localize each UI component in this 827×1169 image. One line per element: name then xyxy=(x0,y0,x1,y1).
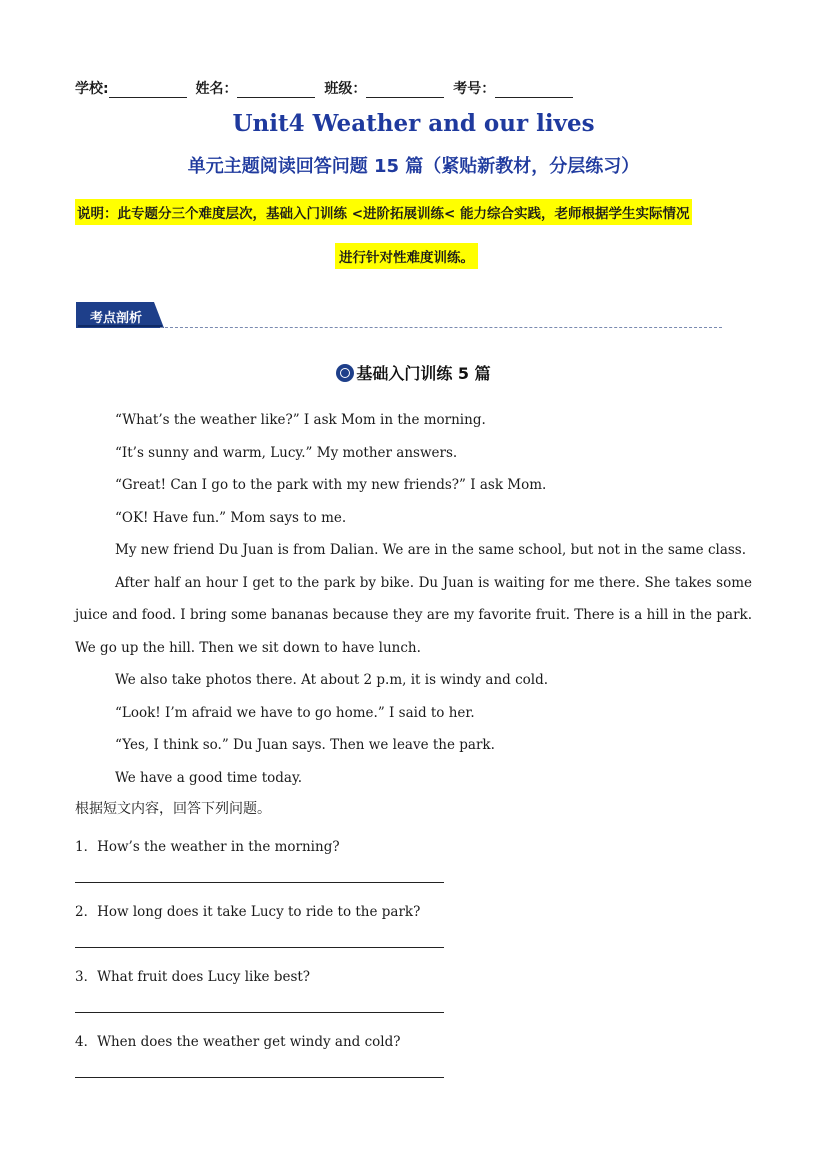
page-title: Unit4 Weather and our lives xyxy=(232,110,595,137)
answer-line-3[interactable] xyxy=(75,1012,444,1013)
name-label: 姓名： xyxy=(195,81,238,97)
section-heading xyxy=(0,361,827,384)
circle-badge-icon xyxy=(336,364,354,382)
question-1: 1．How’s the weather in the morning? xyxy=(75,839,340,855)
instruction-text: 根据短文内容，回答下列问题。 xyxy=(75,801,271,817)
class-blank[interactable] xyxy=(366,83,444,98)
reading-passage xyxy=(75,404,752,794)
passage-paragraph: We also take photos there. At about 2 p.m, it is windy and cold. xyxy=(115,672,549,688)
name-blank[interactable] xyxy=(237,83,315,98)
section-tab xyxy=(76,302,164,328)
passage-paragraph: My new friend Du Juan is from Dalian. We are in the same school, but not in the same class. xyxy=(115,542,747,558)
exam-no-blank[interactable] xyxy=(495,83,573,98)
passage-paragraph: “OK! Have fun.” Mom says to me. xyxy=(115,509,347,526)
page-subtitle: 单元主题阅读回答问题 15 篇（紧贴新教材，分层练习） xyxy=(187,156,640,177)
answer-line-4[interactable] xyxy=(75,1077,444,1078)
school-label: 学校: xyxy=(75,81,109,97)
class-label: 班级： xyxy=(324,81,367,97)
question-4: 4．When does the weather get windy and cold? xyxy=(75,1034,401,1050)
school-blank[interactable] xyxy=(109,83,187,98)
passage-paragraph: “Yes, I think so.” Du Juan says. Then we leave the park. xyxy=(115,737,495,753)
section-heading-text: 基础入门训练 5 篇 xyxy=(356,364,491,383)
note-line-1: 说明：此专题分三个难度层次，基础入门训练 <进阶拓展训练< 能力综合实践，老师根据学生实际情况 xyxy=(75,199,692,225)
answer-line-1[interactable] xyxy=(75,882,444,883)
passage-paragraph: We have a good time today. xyxy=(115,769,303,786)
passage-paragraph: “What’s the weather like?” I ask Mom in the morning. xyxy=(115,412,486,428)
passage-paragraph: “Look! I’m afraid we have to go home.” I said to her. xyxy=(115,704,475,721)
question-2: 2．How long does it take Lucy to ride to the park? xyxy=(75,904,421,920)
section-divider xyxy=(160,327,722,328)
passage-paragraph: “Great! Can I go to the park with my new friends?” I ask Mom. xyxy=(115,477,547,493)
answer-line-2[interactable] xyxy=(75,947,444,948)
note-line-2: 进行针对性难度训练。 xyxy=(335,243,478,269)
passage-paragraph: “It’s sunny and warm, Lucy.” My mother answers. xyxy=(115,444,458,461)
question-3: 3．What fruit does Lucy like best? xyxy=(75,969,311,985)
section-tab-label: 考点剖析 xyxy=(90,311,143,326)
student-info-line xyxy=(75,78,577,98)
exam-no-label: 考号： xyxy=(453,81,496,97)
passage-paragraph: After half an hour I get to the park by bike. Du Juan is waiting for me there. She takes some juice and food. I bring some bananas because they are my favorite fruit. There is a hill in the park. We go up the hill. Then we sit down to have lunch. xyxy=(75,574,752,656)
